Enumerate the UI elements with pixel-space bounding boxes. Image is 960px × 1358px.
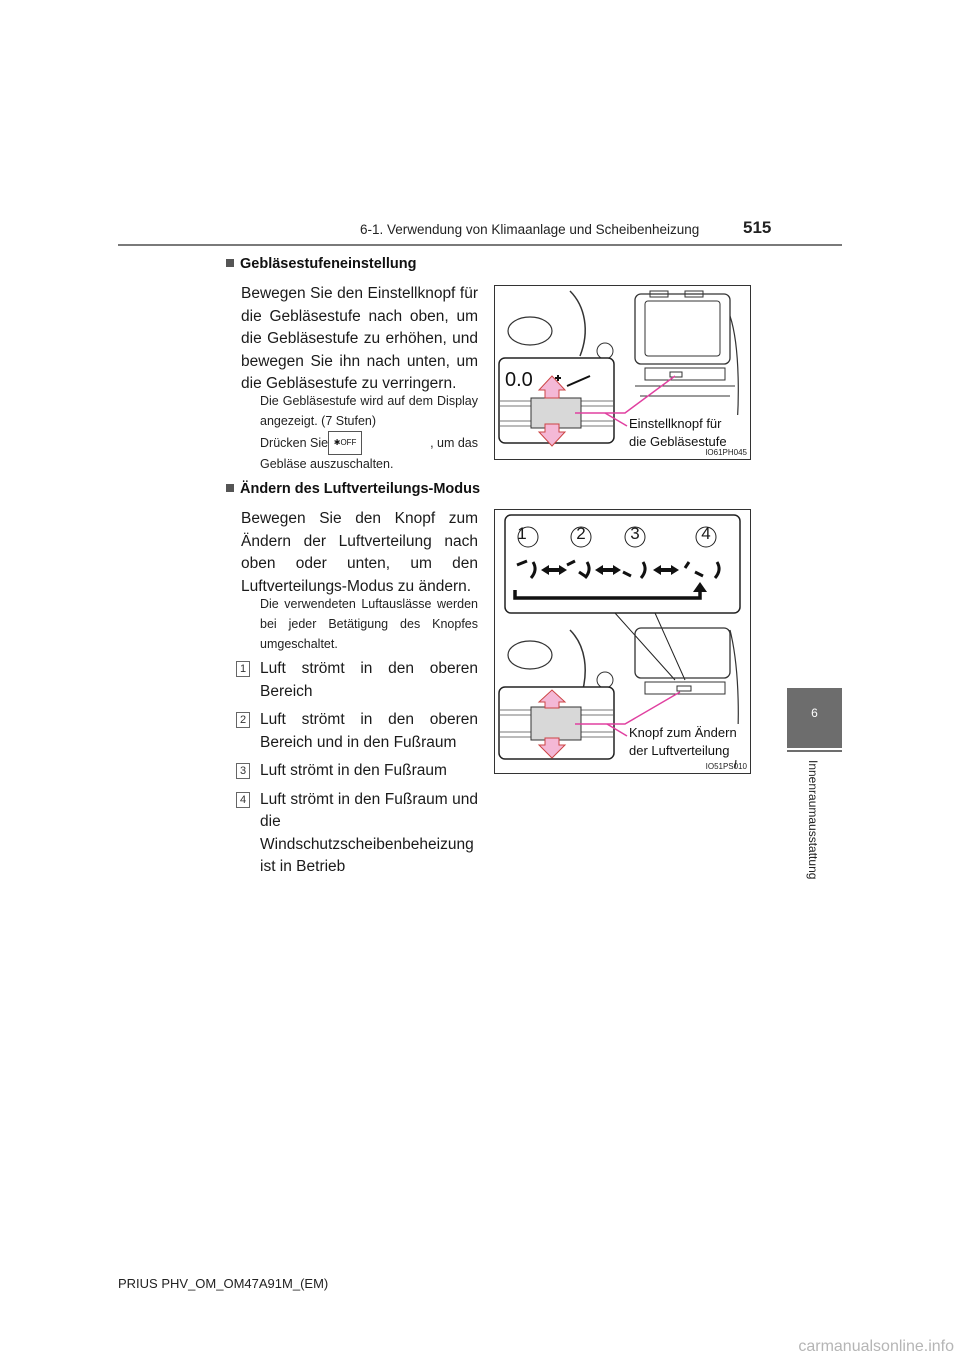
bullet-square-icon [226, 259, 234, 267]
fan-speed-note: Die Gebläsestufe wird auf dem Display angezeigt. (7 Stufen) [260, 394, 478, 428]
chapter-number: 6 [811, 706, 818, 720]
mode-number: 1 [517, 524, 527, 543]
list-item: 3 Luft strömt in den Fußraum [236, 760, 478, 783]
svg-text:0.0: 0.0 [505, 369, 533, 391]
figure-code: IO61PH045 [705, 448, 747, 457]
mode-number: 3 [630, 524, 640, 543]
fan-off-note-cont: Gebläse auszuschalten. [260, 457, 394, 471]
list-item: 4 Luft strömt in den Fußraum und die Windschutzscheibenbeheizung ist in Betrieb [236, 789, 478, 879]
watermark: carmanualsonline.info [798, 1338, 954, 1355]
fan-speed-body: Bewegen Sie den Einstellknopf für die Gebläsestufe nach oben, um die Gebläsestufe zu erhöhen, und bewegen Sie ihn nach unten, um die Gebläsestufe zu verringern. [241, 285, 478, 392]
mode-number: 4 [701, 524, 711, 543]
section-title-air-distribution: Ändern des Luftverteilungs-Modus [226, 481, 480, 497]
fan-off-note: Drücken Sie ✱OFF , um das [260, 430, 478, 456]
header-divider [118, 244, 842, 246]
list-item: 2 Luft strömt in den oberen Bereich und in den Fußraum [236, 709, 478, 754]
distribution-knob-callout: Knopf zum Ändern der Luftverteilung [629, 724, 745, 760]
footer-doc-id: PRIUS PHV_OM_OM47A91M_(EM) [118, 1276, 329, 1291]
chapter-tab-rule [787, 750, 842, 752]
figure-air-distribution [494, 509, 751, 774]
mode-list [236, 658, 478, 879]
air-distribution-note: Die verwendeten Luftauslässe werden bei jeder Betätigung des Knopfes umgeschaltet. [260, 597, 478, 651]
air-distribution-body: Bewegen Sie den Knopf zum Ändern der Luftverteilung nach oben oder unten, um den Luftverteilungs-Modus zu ändern. [241, 510, 478, 595]
figure-fan-speed [494, 285, 751, 460]
chapter-label: Innenraumausstattung [806, 760, 820, 880]
mode-number: 2 [576, 524, 586, 543]
figure-code: IO51PS010 [705, 762, 747, 771]
bullet-square-icon [226, 484, 234, 492]
list-item: 1 Luft strömt in den oberen Bereich [236, 658, 478, 703]
fan-knob-callout: Einstellknopf für die Gebläsestufe [629, 415, 741, 451]
running-header: 6-1. Verwendung von Klimaanlage und Scheibenheizung [360, 222, 700, 237]
fan-off-button-icon: ✱OFF [328, 431, 362, 455]
section-title-fan-speed: Gebläsestufeneinstellung [226, 256, 416, 272]
page-number: 515 [743, 218, 772, 237]
